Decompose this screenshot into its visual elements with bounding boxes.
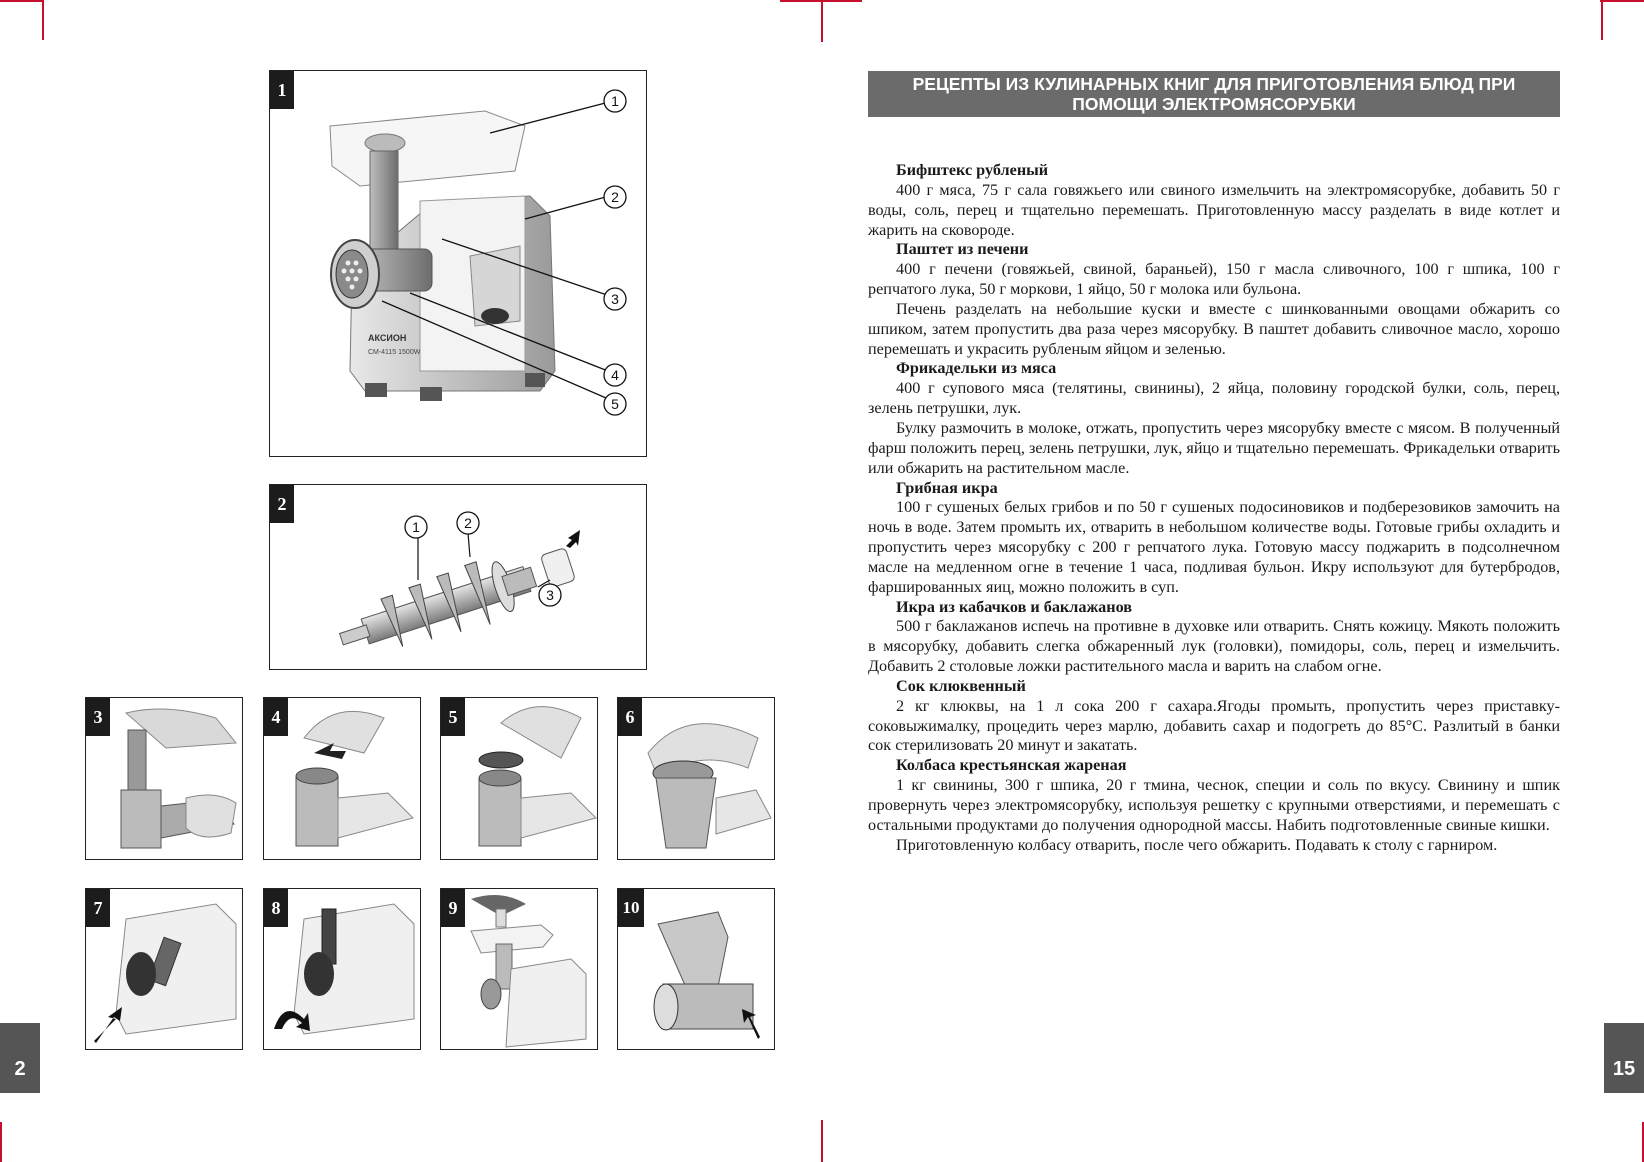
- figure-2-number: 2: [270, 485, 294, 523]
- step-figure-3: [85, 697, 243, 860]
- step-number: 4: [264, 698, 288, 736]
- recipe-paragraph: 400 г супового мяса (телятины, свинины), 2 яйца, половину городской булки, соль, перец, зелень петрушки, лук.: [868, 379, 1560, 418]
- step-number: 9: [441, 889, 465, 927]
- recipe-paragraph: 1 кг свинины, 300 г шпика, 20 г тмина, чеснок, специи и соль по вкусу. Свинину и шпик провернуть через электромясорубку, используя решетку с крупными отверстиями, и перемешать с остальными продуктами до получения однородной массы. Набить подготовленные свиные кишки.: [868, 776, 1560, 834]
- crop-mark: [0, 0, 44, 2]
- step-number: 7: [86, 889, 110, 927]
- brand-logo: АКСИОН: [368, 333, 407, 343]
- callout-2: 2: [611, 189, 619, 205]
- recipe-title: Паштет из печени: [896, 240, 1029, 259]
- step-number: 8: [264, 889, 288, 927]
- fig2-callout-1: 1: [412, 519, 420, 535]
- crop-mark: [821, 0, 823, 42]
- page-number-left: [0, 1023, 40, 1093]
- callout-5: 5: [611, 396, 619, 412]
- step-figure-6: [617, 697, 775, 860]
- recipe-paragraph: Приготовленную колбасу отварить, после чего обжарить. Подавать к столу с гарниром.: [896, 835, 1498, 854]
- step-figure-4: [263, 697, 421, 860]
- step-figure-9: [440, 888, 598, 1050]
- recipe-paragraph: 2 кг клюквы, на 1 л сока 200 г сахара.Ягоды промыть, пропустить через приставку-соковыжималку, процедить через марлю, добавить сахар и подогреть до 85°С. Разлитый в банки сок стерилизовать 20 минут и закатать.: [868, 696, 1560, 755]
- recipes-text: [868, 161, 1560, 856]
- crop-mark: [1601, 0, 1603, 40]
- meat-grinder-illustration: [270, 71, 647, 457]
- model-label: СМ-4115 1500W: [368, 349, 421, 356]
- recipe-paragraph: 400 г мяса, 75 г сала говяжьего или свиного измельчить на электромясорубке, добавить 50 г воды, соль, перец и тщательно перемешать. Приготовленную массу разделать в виде котлет и жарить на сковороде.: [868, 180, 1560, 239]
- recipe-title: Сок клюквенный: [896, 676, 1026, 695]
- callout-3: 3: [611, 291, 619, 307]
- recipe-title: Колбаса крестьянская жареная: [896, 756, 1127, 775]
- callout-4: 4: [611, 367, 619, 383]
- step-number: 6: [618, 698, 642, 736]
- page-number-right: [1604, 1023, 1644, 1093]
- step-figure-8: [263, 888, 421, 1050]
- step-figure-7: [85, 888, 243, 1050]
- recipe-title: Грибная икра: [896, 478, 998, 497]
- crop-mark: [0, 1122, 2, 1162]
- recipe-title: Бифштекс рубленый: [896, 161, 1049, 179]
- recipe-paragraph: Печень разделать на небольшие куски и вместе с шинкованными овощами обжарить со шпиком, затем пропустить два раза через мясорубку. В паштет добавить сливочное масло, хорошо перемешать и украсить рубленым яйцом и зеленью.: [868, 299, 1560, 358]
- fig2-callout-3: 3: [546, 587, 554, 603]
- recipe-paragraph: Булку размочить в молоке, отжать, пропустить через мясорубку вместе с мясом. В полученный фарш положить перец, зелень петрушки, лук, яйцо и тщательно перемешать. Фрикадельки отварить или обжарить на растительном масле.: [868, 418, 1560, 477]
- section-header: [868, 71, 1560, 117]
- figure-1: [269, 70, 647, 457]
- recipe-paragraph: 500 г баклажанов испечь на противне в духовке или отварить. Снять кожицу. Мякоть положить в мясорубку, добавить слегка обжаренный лук (головки), помидоры, соль, перец и измельчить. Добавить 2 столовые ложки растительного масла и варить на слабом огне.: [868, 617, 1560, 676]
- crop-mark: [42, 0, 44, 40]
- recipe-paragraph: 100 г сушеных белых грибов и по 50 г сушеных подосиновиков и подберезовиков замочить на ночь в воде. Затем промыть их, отварить в небольшом количестве воды. Готовые грибы охладить и пропустить через мясорубку с 200 г репчатого лука. Готовую массу поджарить в подсолнечном масле на медленном огне в течение 1 часа, подливая бульон. Икру используют для бутербродов, фаршированных яиц, можно положить в суп.: [868, 498, 1560, 596]
- figure-2: [269, 484, 647, 670]
- section-header-line-1: РЕЦЕПТЫ ИЗ КУЛИНАРНЫХ КНИГ ДЛЯ ПРИГОТОВЛЕНИЯ БЛЮД ПРИ: [912, 74, 1516, 94]
- step-number: 5: [441, 698, 465, 736]
- page-number-left-label: 2: [14, 1058, 26, 1080]
- step-figure-10: [617, 888, 775, 1050]
- crop-mark: [821, 1120, 823, 1162]
- fig2-callout-2: 2: [464, 515, 472, 531]
- auger-illustration: [270, 485, 647, 670]
- recipe-title: Икра из кабачков и баклажанов: [896, 597, 1133, 616]
- recipe-title: Фрикадельки из мяса: [896, 359, 1057, 378]
- page-number-right-label: 15: [1612, 1058, 1636, 1080]
- figure-1-number: 1: [270, 71, 294, 109]
- step-number: 3: [86, 698, 110, 736]
- crop-mark: [1600, 0, 1644, 2]
- step-number: 10: [618, 889, 644, 927]
- section-header-line-2: ПОМОЩИ ЭЛЕКТРОМЯСОРУБКИ: [1072, 94, 1356, 114]
- callout-1: 1: [611, 93, 619, 109]
- step-figure-5: [440, 697, 598, 860]
- recipe-paragraph: 400 г печени (говяжьей, свиной, бараньей), 150 г масла сливочного, 100 г шпика, 100 г репчатого лука, 50 г моркови, 1 яйцо, 50 г молока или бульона.: [868, 260, 1560, 299]
